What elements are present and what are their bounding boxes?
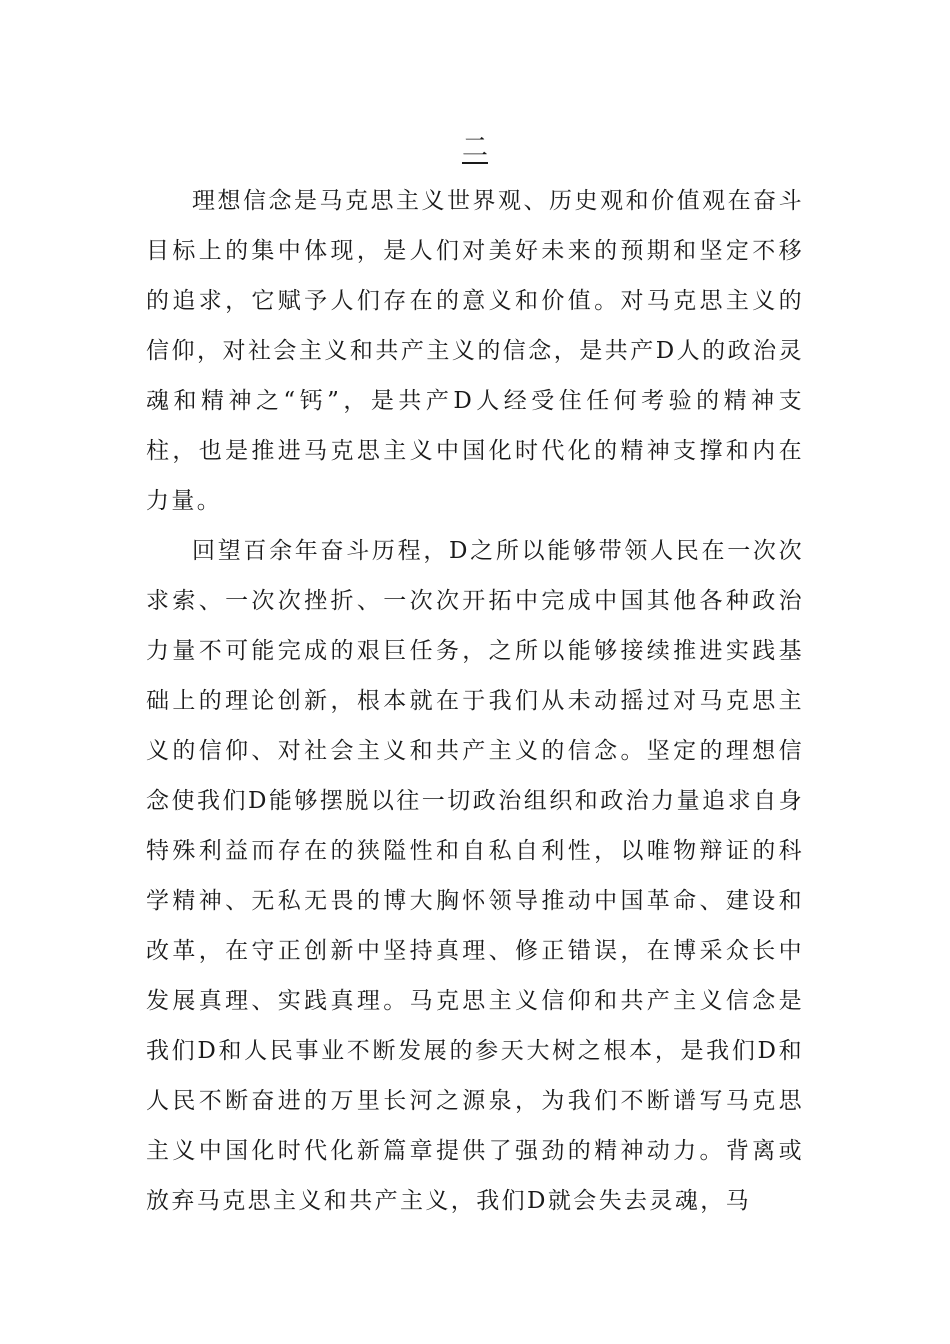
paragraph-ideals-definition: 理想信念是马克思主义世界观、历史观和价值观在奋斗目标上的集中体现，是人们对美好未来的预期和坚定不移的追求，它赋予人们存在的意义和价值。对马克思主义的信仰，对社会主义和共产主义的信念，是共产D人的政治灵魂和精神之“钙”，是共产D人经受住任何考验的精神支柱，也是推进马克思主义中国化时代化的精神支撑和内在力量。 <box>146 188 804 514</box>
document-body <box>146 176 804 1226</box>
section-heading <box>0 128 950 168</box>
paragraph-history-review: 回望百余年奋斗历程，D之所以能够带领人民在一次次求索、一次次挫折、一次次开拓中完成中国其他各种政治力量不可能完成的艰巨任务，之所以能够接续推进实践基础上的理论创新，根本就在于我们从未动摇过对马克思主义的信仰、对社会主义和共产主义的信念。坚定的理想信念使我们D能够摆脱以往一切政治组织和政治力量追求自身特殊利益而存在的狭隘性和自私自利性，以唯物辩证的科学精神、无私无畏的博大胸怀领导推动中国革命、建设和改革，在守正创新中坚持真理、修正错误，在博采众长中发展真理、实践真理。马克思主义信仰和共产主义信念是我们D和人民事业不断发展的参天大树之根本，是我们D和人民不断奋进的万里长河之源泉，为我们不断谱写马克思主义中国化时代化新篇章提供了强劲的精神动力。背离或放弃马克思主义和共产主义，我们D就会失去灵魂，马 <box>146 538 804 1214</box>
section-number: 二 <box>461 133 488 163</box>
